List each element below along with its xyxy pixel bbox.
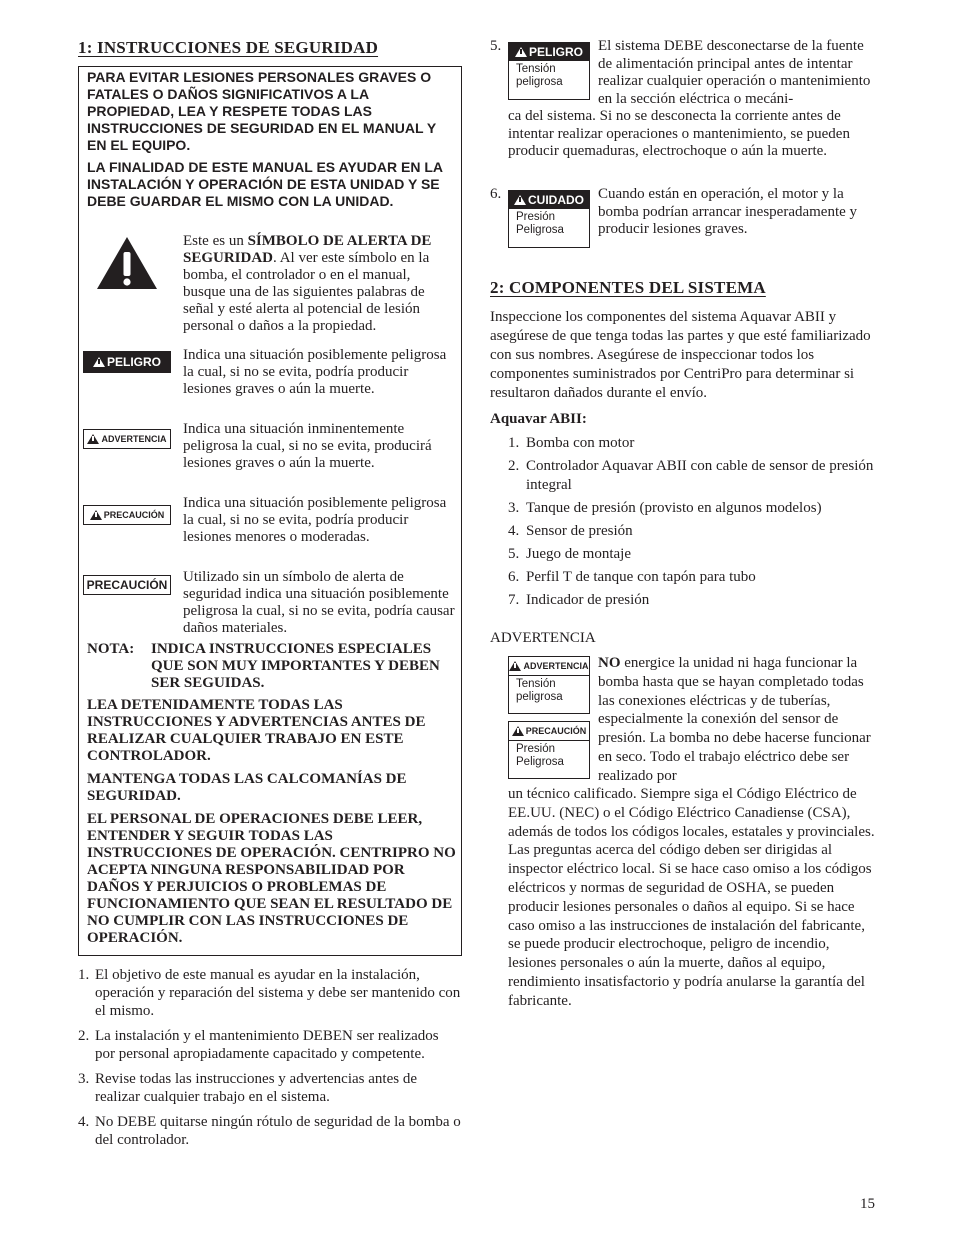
label-body: Presión Peligrosa [516, 743, 564, 768]
aquavar-label: Aquavar ABII: [490, 411, 587, 427]
nota-label: NOTA: [87, 641, 135, 657]
advertencia-label-box [508, 656, 590, 714]
advertencia-text: NO energice la unidad ni haga funcionar la bomba hasta que se hayan completado todas las conexiones eléctricas y de tuberías, especialmente la conexión del sensor de presión. La bomba no debe hacerse funcionar en seco. Todo el trabajo eléctrico debe ser realizado por [598, 655, 871, 784]
safety-instructions-box [78, 66, 462, 956]
nota-text: INDICA INSTRUCCIONES ESPECIALES QUE SON MUY IMPORTANTES Y DEBEN SER SEGUIDAS. [151, 641, 440, 691]
advertencia-heading: ADVERTENCIA [490, 630, 596, 646]
warning-triangle-icon [515, 47, 527, 57]
list-item: 4. No DEBE quitarse ningún rótulo de seguridad de la bomba o del controlador. [78, 1114, 461, 1148]
list-item: 1. El objetivo de este manual es ayudar en la instalación, operación y reparación del sistema y debe ser mantenido con el mismo. [78, 967, 461, 1019]
components-list [508, 434, 878, 614]
warning-5-text-continued: ca del sistema. Si no se desconecta la corriente antes de intentar realizar operaciones o mantenimiento, se pueden producir quemaduras, electrochoque o aún la muerte. [508, 108, 850, 159]
page-number: 15 [860, 1196, 875, 1212]
warning-triangle-icon [509, 661, 521, 671]
signal-text-precaucion: Indica una situación posiblemente peligrosa la cual, si no se evita, podría producir lesiones menores o moderadas. [183, 495, 447, 545]
warning-6-text: Cuando están en operación, el motor y la bomba podrían arrancar inesperadamente y producir lesiones graves. [598, 186, 858, 237]
list-item: 1. Bomba con motor [508, 435, 635, 451]
label-body: Tensión peligrosa [516, 678, 563, 703]
list-item: 4. Sensor de presión [508, 523, 633, 539]
section-2-intro: Inspeccione los componentes del sistema Aquavar ABII y asegúrese de que tenga todas las partes y que esté familiarizado con sus nombres. Asegúrese de inspeccionar todos los componentes suministrados por CentriPro para determinar si resultaron dañados durante el envío. [490, 309, 871, 401]
label-body: Tensión peligrosa [516, 63, 563, 88]
precaucion-plain-badge: PRECAUCIÓN [83, 575, 171, 595]
personal-paragraph: EL PERSONAL DE OPERACIONES DEBE LEER, ENTENDER Y SEGUIR TODAS LAS INSTRUCCIONES DE OPERACIÓN. CENTRIPRO NO ACEPTA NINGUNA RESPONSABILIDAD POR DAÑOS Y PERJUICIOS O PROBLEMAS DE FUNCIONAMIENTO QUE SEAN EL RESULTADO DE NO CUMPLIR CON LAS INSTRUCCIONES DE OPERACIÓN. [87, 811, 456, 946]
warning-triangle-icon [514, 195, 526, 205]
list-item: 6. Perfil T de tanque con tapón para tubo [508, 569, 756, 585]
precaucion-badge: PRECAUCIÓN [83, 505, 171, 525]
warning-triangle-icon [90, 510, 102, 520]
warning-triangle-icon [93, 357, 105, 367]
list-item: 3. Revise todas las instrucciones y advertencias antes de realizar cualquier trabajo en el sistema. [78, 1071, 417, 1105]
alert-symbol-description: Este es un SÍMBOLO DE ALERTA DE SEGURIDAD. Al ver este símbolo en la bomba, el controlador o en el manual, busque una de las siguientes palabras de señal y esté alerta al potencial de lesión personal o daños a la propiedad. [183, 233, 432, 334]
precaucion-header: PRECAUCIÓN [509, 722, 589, 741]
advertencia-header: ADVERTENCIA [509, 657, 589, 676]
list-item: 5. Juego de montaje [508, 546, 631, 562]
signal-text-precaucion-plain: Utilizado sin un símbolo de alerta de seguridad indica una situación posiblemente peligrosa la cual, si no se evita, podría causar daños materiales. [183, 569, 455, 636]
list-item: 3. Tanque de presión (provisto en algunos modelos) [508, 500, 822, 516]
label-body: Presión Peligrosa [516, 211, 564, 236]
cuidado-label-box [508, 190, 590, 248]
peligro-label-box [508, 42, 590, 100]
signal-text-peligro: Indica una situación posiblemente peligrosa la cual, si no se evita, podría producir lesiones graves o aún la muerte. [183, 347, 447, 397]
list-item: 7. Indicador de presión [508, 592, 650, 608]
box-paragraph-2: LA FINALIDAD DE ESTE MANUAL ES AYUDAR EN LA INSTALACIÓN Y OPERACIÓN DE ESTA UNIDAD Y SE DEBE GUARDAR EL MISMO CON LA UNIDAD. [87, 159, 443, 209]
signal-text-advertencia: Indica una situación inminentemente peligrosa la cual, si no se evita, producirá lesiones graves o aún la muerte. [183, 421, 432, 471]
advertencia-text-continued: un técnico calificado. Siempre siga el Código Eléctrico de EE.UU. (NEC) o el Código Eléctrico Canadiense (CSA), además de todos los códigos locales, estatales y provinciales. Las preguntas acerca del código deben ser dirigidas al inspector eléctrico local. Si se hace caso omiso a los códigos eléctricos y normas de seguridad de OSHA, se pueden producir lesiones personales o daños al equipo. Si se hace caso omiso a las instrucciones de instalación del fabricante, se puede producir electrochoque, peligro de incendio, lesiones personales o aún la muerte, daños al equipo, rendimiento insatisfactorio y podría anularse la garantía del fabricante. [508, 786, 875, 1009]
lea-paragraph: LEA DETENIDAMENTE TODAS LAS INSTRUCCIONES Y ADVERTENCIAS ANTES DE REALIZAR CUALQUIER TRABAJO EN ESTE CONTROLADOR. [87, 697, 426, 764]
warning-triangle-icon [87, 434, 99, 444]
warning-triangle-icon [512, 726, 524, 736]
mantenga-paragraph: MANTENGA TODAS LAS CALCOMANÍAS DE SEGURIDAD. [87, 771, 407, 804]
cuidado-header: CUIDADO [509, 191, 589, 209]
box-paragraph-1: PARA EVITAR LESIONES PERSONALES GRAVES O FATALES O DAÑOS SIGNIFICATIVOS A LA PROPIEDAD, LEA Y RESPETE TODAS LAS INSTRUCCIONES DE SEGURIDAD EN EL MANUAL Y EN EL EQUIPO. [87, 69, 437, 153]
precaucion-label-box [508, 721, 590, 779]
list-item: 2. La instalación y el mantenimiento DEBEN ser realizados por personal apropiadamente capacitado y competente. [78, 1028, 439, 1062]
safety-numbered-list [78, 966, 462, 1156]
advertencia-badge: ADVERTENCIA [83, 429, 171, 449]
alert-symbol-term: SÍMBOLO DE ALERTA DE SEGURIDAD [183, 233, 432, 266]
list-item: 2. Controlador Aquavar ABII con cable de sensor de presión integral [508, 458, 874, 493]
peligro-header: PELIGRO [509, 43, 589, 61]
peligro-badge: PELIGRO [83, 351, 171, 373]
safety-alert-triangle-icon [95, 235, 159, 291]
section-1-heading: 1: INSTRUCCIONES DE SEGURIDAD [78, 38, 379, 57]
section-2-heading: 2: COMPONENTES DEL SISTEMA [490, 278, 766, 297]
warning-5-text: El sistema DEBE desconectarse de la fuente de alimentación principal antes de intentar realizar cualquier operación o mantenimiento en la sección eléctrica o mecáni- [598, 38, 871, 107]
